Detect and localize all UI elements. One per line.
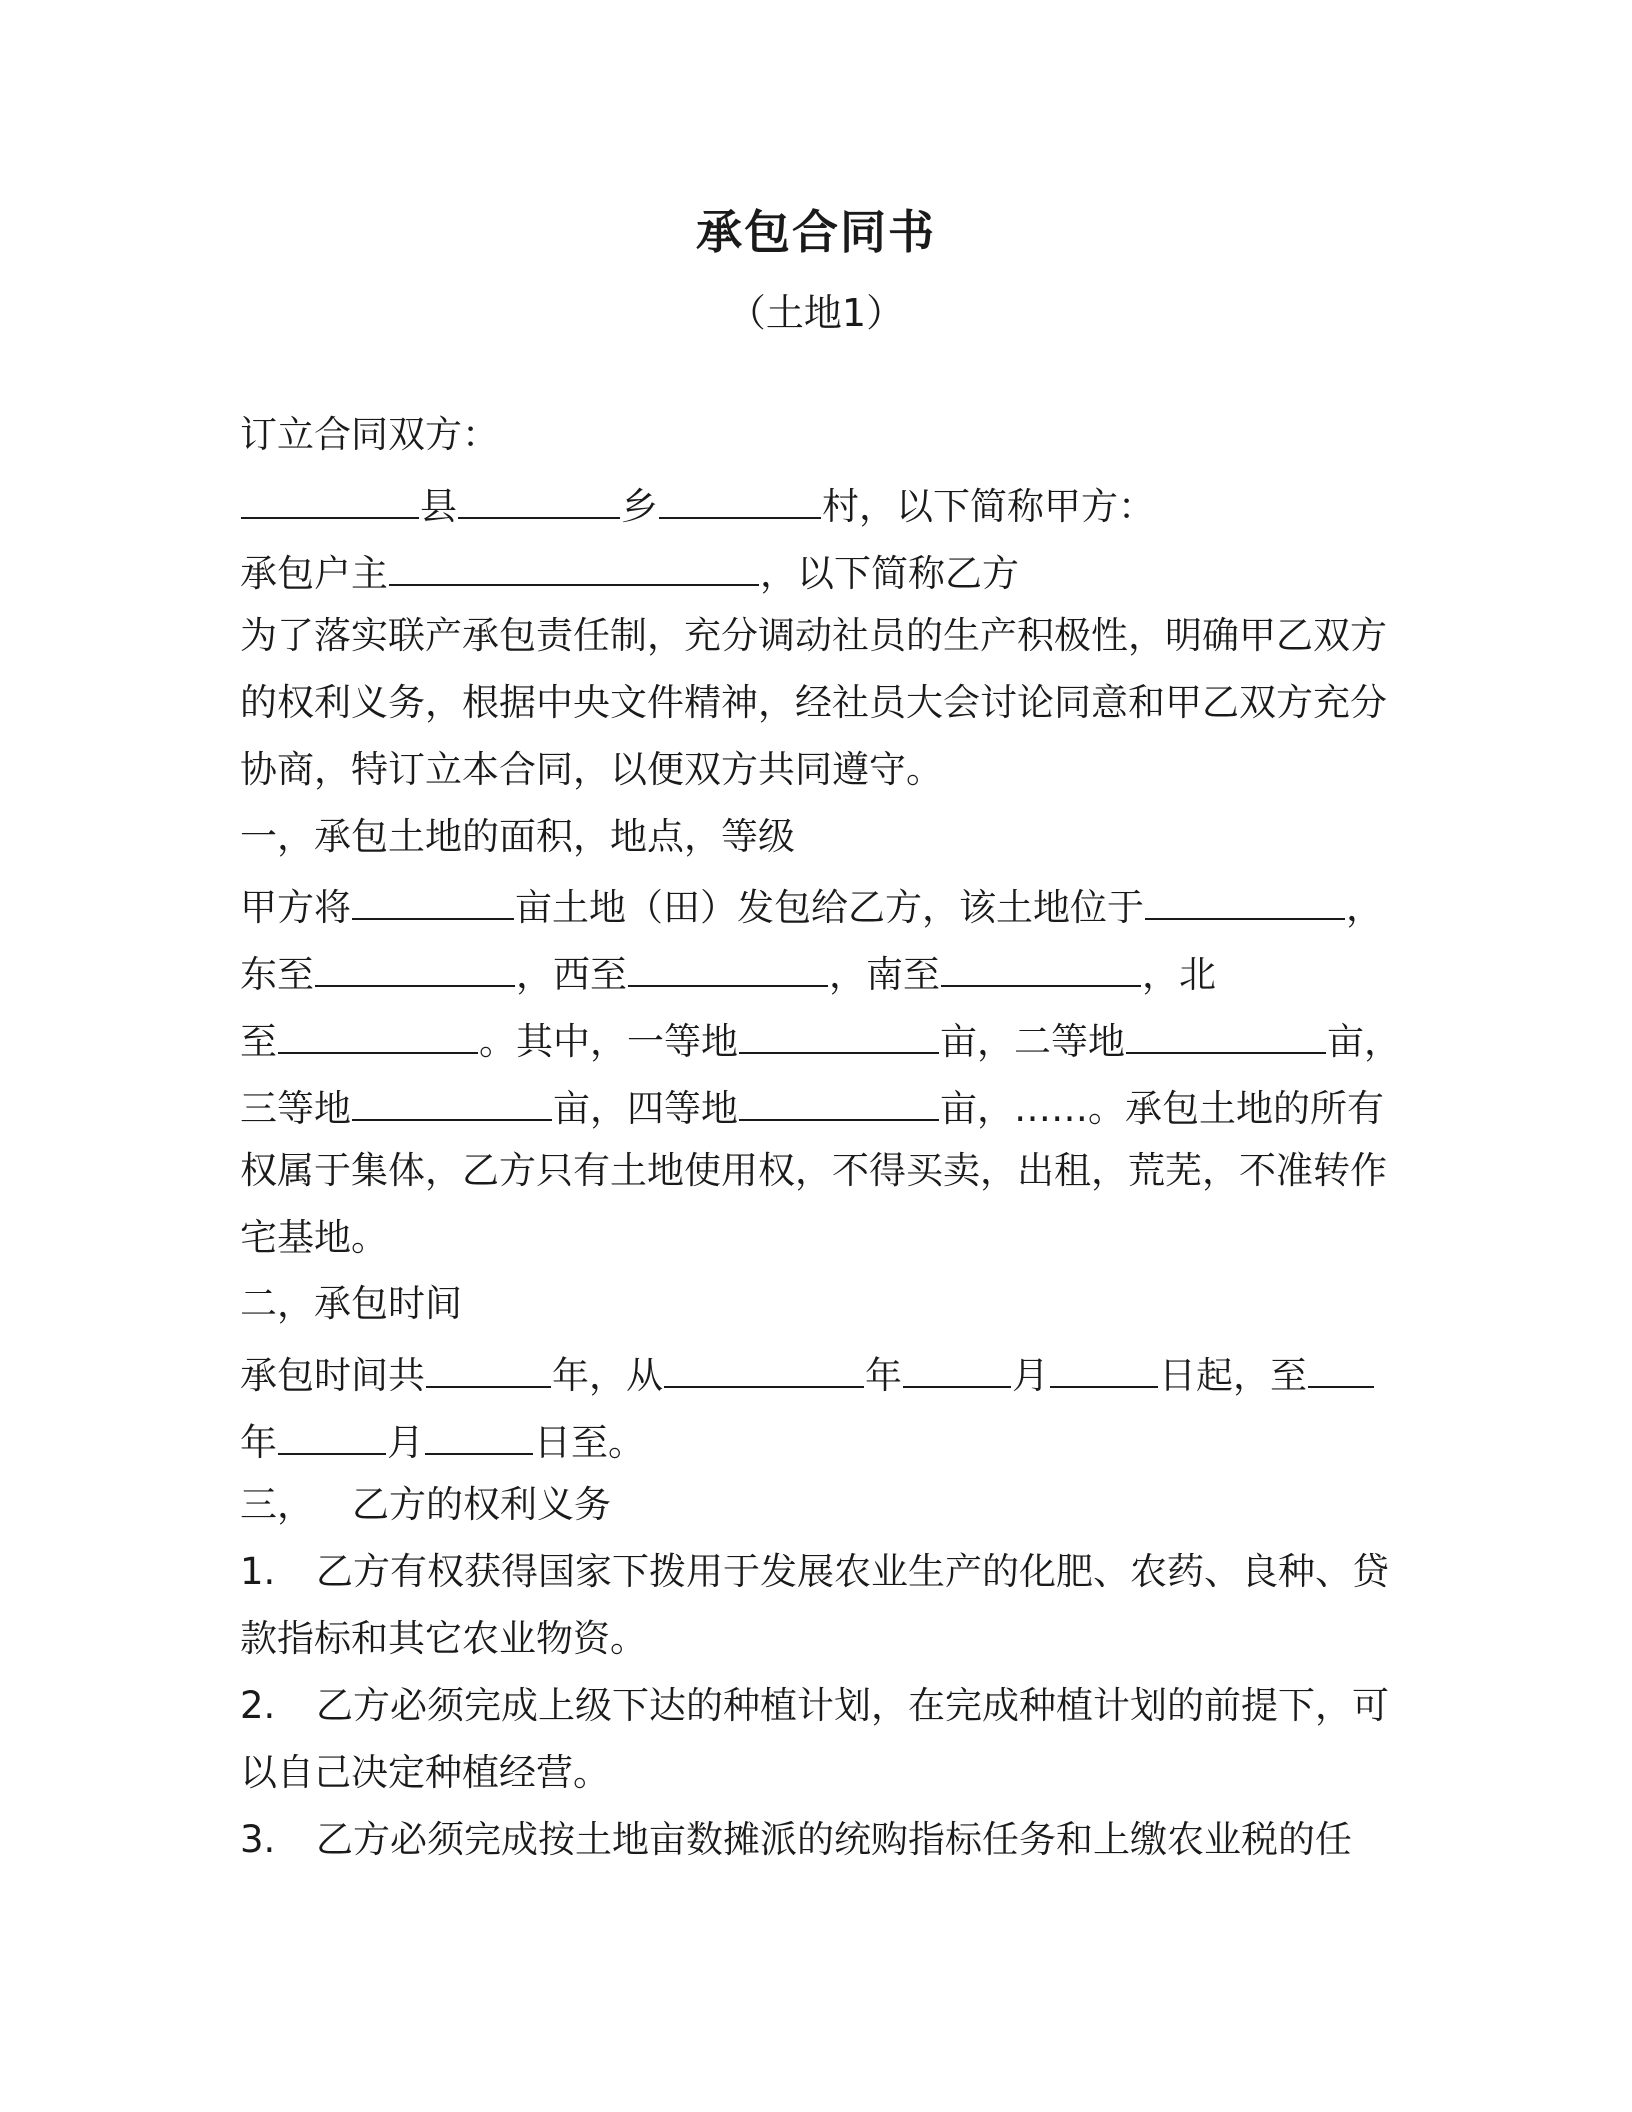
start-day-blank	[1050, 1346, 1158, 1388]
grade-2-blank	[1126, 1012, 1326, 1054]
county-blank	[241, 477, 419, 519]
grade-4-blank	[739, 1079, 939, 1121]
paragraph-line: 协商，特订立本合同，以便双方共同遵守。	[240, 748, 943, 791]
document-title: 承包合同书	[696, 205, 936, 259]
end-year-blank	[1308, 1346, 1374, 1388]
location-blank	[1145, 878, 1345, 920]
list-item: 2. 乙方必须完成上级下达的种植计划，在完成种植计划的前提下，可	[240, 1684, 1389, 1727]
term-years-blank	[426, 1346, 551, 1388]
party-b-line: 承包户主 ，以下简称乙方	[240, 544, 1400, 594]
end-day-blank	[425, 1413, 533, 1455]
household-head-blank	[389, 544, 759, 586]
south-boundary-blank	[941, 945, 1141, 987]
paragraph-line: 以自己决定种植经营。	[240, 1751, 610, 1794]
end-month-blank	[278, 1413, 386, 1455]
document-subtitle: （土地1）	[727, 291, 905, 335]
grade-line: 至 。其中，一等地 亩，二等地 亩，	[240, 1012, 1400, 1062]
grade-1-blank	[739, 1012, 939, 1054]
paragraph-line: 的权利义务，根据中央文件精神，经社员大会讨论同意和甲乙双方充分	[240, 681, 1387, 724]
township-blank	[458, 477, 620, 519]
land-area-line: 甲方将 亩土地（田）发包给乙方，该土地位于 ，	[240, 878, 1400, 928]
paragraph-line: 为了落实联产承包责任制，充分调动社员的生产积极性，明确甲乙双方	[240, 614, 1387, 657]
east-boundary-blank	[315, 945, 515, 987]
term-line: 承包时间共 年，从 年 月 日起，至	[240, 1346, 1400, 1396]
grade-3-blank	[352, 1079, 552, 1121]
west-boundary-blank	[628, 945, 828, 987]
term-line: 年 月 日至。	[240, 1413, 1400, 1463]
village-blank	[659, 477, 821, 519]
start-year-blank	[664, 1346, 864, 1388]
start-month-blank	[903, 1346, 1011, 1388]
grade-line: 三等地 亩，四等地 亩，……。承包土地的所有	[240, 1079, 1400, 1129]
party-a-line: 县 乡 村，以下简称甲方：	[240, 477, 1400, 527]
section-heading: 一，承包土地的面积，地点，等级	[240, 815, 795, 858]
paragraph-line: 宅基地。	[240, 1216, 388, 1259]
section-heading: 二，承包时间	[240, 1282, 462, 1325]
north-boundary-blank	[278, 1012, 478, 1054]
area-blank	[352, 878, 514, 920]
boundary-line: 东至 ，西至 ，南至 ，北	[240, 945, 1400, 995]
section-heading: 三， 乙方的权利义务	[240, 1483, 611, 1526]
list-item: 1. 乙方有权获得国家下拨用于发展农业生产的化肥、农药、良种、贷	[240, 1550, 1389, 1593]
list-item: 3. 乙方必须完成按土地亩数摊派的统购指标任务和上缴农业税的任	[240, 1818, 1352, 1861]
paragraph-line: 权属于集体，乙方只有土地使用权，不得买卖，出租，荒芜，不准转作	[240, 1149, 1387, 1192]
contract-parties-heading: 订立合同双方：	[240, 413, 499, 456]
paragraph-line: 款指标和其它农业物资。	[240, 1617, 647, 1660]
